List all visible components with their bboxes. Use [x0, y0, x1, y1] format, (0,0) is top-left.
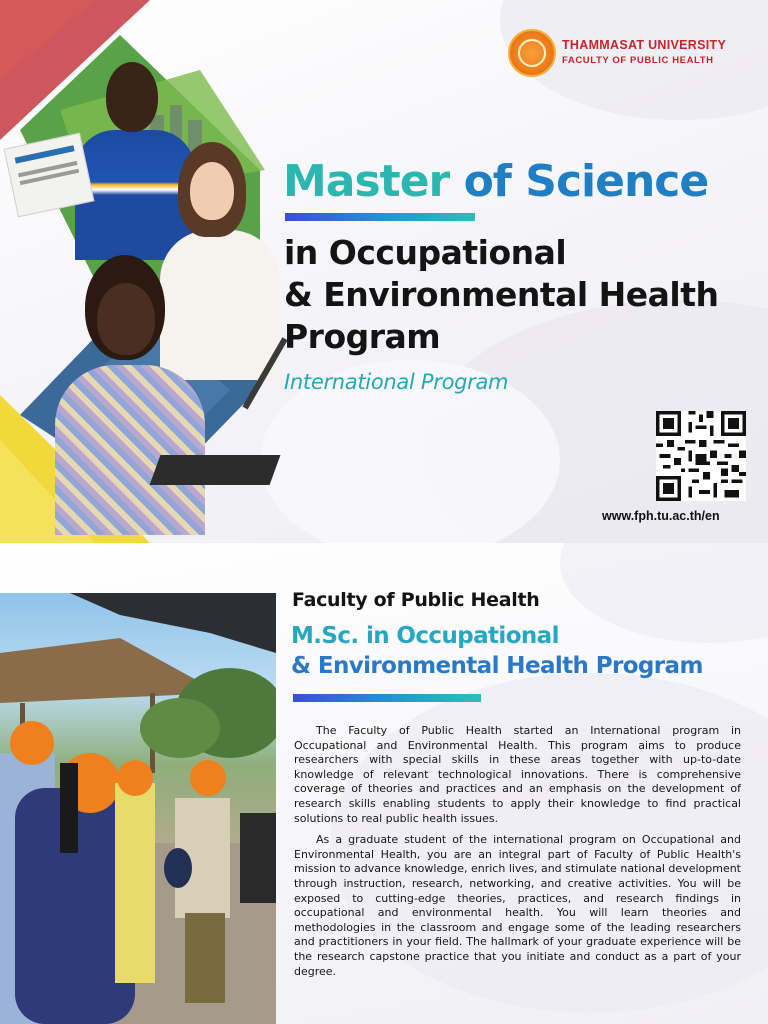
- students-photo-collage: [0, 0, 330, 543]
- student-woman-laptop: [45, 255, 325, 535]
- laptop: [150, 455, 281, 485]
- website-url[interactable]: www.fph.tu.ac.th/en: [602, 509, 720, 523]
- title-line-occupational: in Occupational: [284, 233, 567, 272]
- title-line-environmental: & Environmental Health: [284, 275, 719, 314]
- section-title-line2: & Environmental Health Program: [291, 653, 703, 679]
- title-word-of: of: [463, 156, 526, 207]
- program-subtitle-block: [284, 232, 719, 358]
- title-underline-bar: [285, 213, 475, 221]
- university-seal-icon: [508, 29, 556, 77]
- university-name: THAMMASAT UNIVERSITY: [562, 38, 727, 52]
- laptop-screen: [242, 337, 287, 409]
- title-word-master: Master: [283, 156, 464, 207]
- description-paragraph-2: As a graduate student of the international program on Occupational and Environmental Health, you are an integral part of Faculty of Public Health's mission to advance knowledge, enrich lives, and stimulate national development through instruction, research, networking, and creative activities. You will be exposed to cutting-edge theories, practices, and research findings in occupational and environmental health. You will learn theories and methodologies in the classroom and engage some of the leading researchers and practitioners in your field. The hallmark of your graduate experience will be the research capstone practice that you initiate and conduct as a part of your degree.: [294, 833, 741, 978]
- faculty-name: FACULTY OF PUBLIC HEALTH: [562, 55, 714, 66]
- description-paragraph-1: The Faculty of Public Health started an International program in Occupational and Environmental Health. This program aims to produce researchers with special skills in these areas together with up-to-date knowledge of relevant technological innovations. There is comprehensive coverage of theories and practices and an emphasis on the development of research skills enabling students to apply their knowledge to find practical solutions to real public health issues.: [294, 724, 741, 825]
- section-title-line1: M.Sc. in Occupational: [291, 623, 559, 649]
- qr-code[interactable]: [656, 411, 746, 501]
- section-underline-bar: [293, 694, 481, 702]
- program-title: [283, 156, 708, 207]
- program-description: [294, 724, 741, 986]
- site-visit-photo: [0, 593, 276, 1024]
- title-line-program: Program: [284, 317, 441, 356]
- site-visit-scene: [0, 593, 276, 1024]
- title-word-science: Science: [525, 156, 709, 207]
- section-heading: Faculty of Public Health: [292, 589, 540, 611]
- international-program-label: International Program: [284, 370, 509, 394]
- section-title: [291, 621, 703, 681]
- program-info-panel: [0, 543, 768, 1024]
